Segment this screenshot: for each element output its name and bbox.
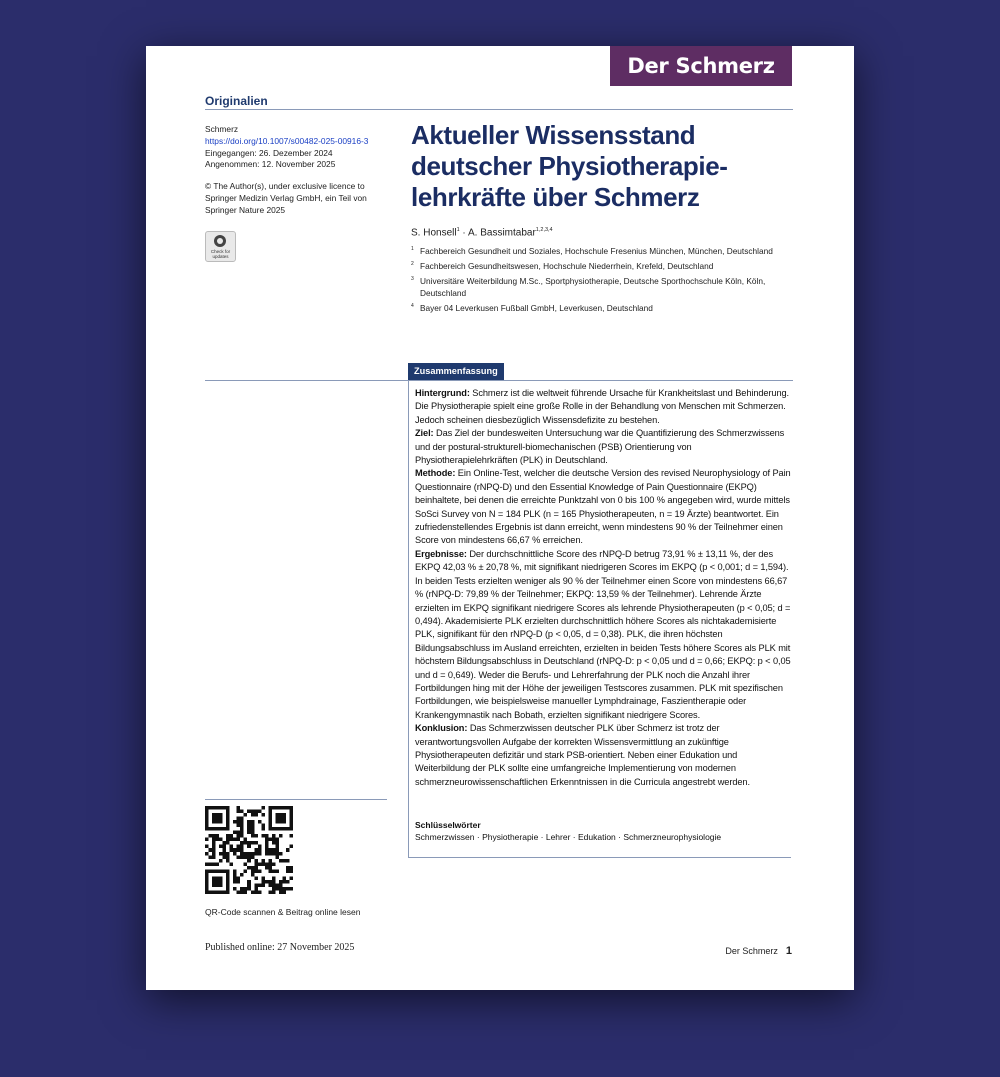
- abstract-conclusion: Das Schmerzwissen deutscher PLK über Schmerz ist trotz der verantwortungsvollen Aufgabe der korrekten Wissensvermittlung an zukünftige Physiotherapeuten defizitär und stark PSB-orientiert. Neben einer Edukation und Weiterbildung der PLK sollte eine umfangreiche Implementierung von modernen schmerzneurowissenschaftlichen Erkenntnissen in die Curricula angestrebt werden.: [415, 723, 750, 787]
- abstract-results: Der durchschnittliche Score des rNPQ-D betrug 73,91 % ± 13,11 %, der des EKPQ 42,03 % ± 20,78 %, mit signifikant niedrigeren Scores im EKPQ (p < 0,001; d = 1,594). In beiden Tests erzielten weniger als 90 % der Teilnehmer einen Score von mindestens 66,67 % (rNPQ-D: 79,89 % der Teilnehmer; EKPQ: 13,59 % der Teilnehmer). Lehrende Ärzte erzielten im EKPQ signifikant niedrigere Scores als lehrende Physiotherapeuten (p < 0,05; d = 0,494). Akademisierte PLK erzielten durchschnittlich höhere Scores als nichtakademisierte PLK, signifikant für den rNPQ-D (p < 0,05, d = 0,38). PLK, die ihren höchsten Bildungsabschluss im Ausland erreichten, erzielten in beiden Tests höhere Scores als PLK mit höchstem Bildungsabschluss in Deutschland (rNPQ-D: p < 0,05 und d = 0,66; EKPQ: p < 0,05 und d = 0,649). Weder die Berufs- und Lehrerfahrung der PLK noch die Anzahl ihrer Fortbildungen hing mit der Höhe der jeweiligen Testscores zusammen. PLK mit spezifischen Fortbildungen, wie beispielsweise manueller Lymphdrainage, Faszientherapie oder Krankengymnastik nach Bobath, erzielten signifikant niedrigere Scores.: [415, 548, 791, 720]
- affiliation-number: 4: [411, 303, 414, 310]
- affiliation-number: 2: [411, 260, 414, 267]
- abstract-heading-tag: Zusammenfassung: [408, 363, 504, 380]
- author-separator: ·: [459, 227, 468, 239]
- affiliation-number: 1: [411, 246, 414, 252]
- accepted-date: Angenommen: 12. November 2025: [205, 159, 336, 170]
- abstract-body: [415, 387, 793, 789]
- updates-icon: [214, 235, 226, 247]
- affiliations: [411, 243, 791, 315]
- author-name[interactable]: S. Honsell: [411, 227, 457, 239]
- check-for-updates-badge[interactable]: [205, 231, 236, 262]
- affiliation-text: Fachbereich Gesundheit und Soziales, Hochschule Fresenius München, München, Deutschland: [420, 245, 773, 256]
- header-divider: [205, 109, 793, 110]
- affiliation-text: Bayer 04 Leverkusen Fußball GmbH, Leverkusen, Deutschland: [420, 303, 653, 314]
- author-name[interactable]: A. Bassimtabar: [467, 227, 536, 239]
- qr-divider: [205, 799, 387, 800]
- affiliation: [411, 258, 791, 273]
- abstract-results-label: Ergebnisse:: [415, 548, 467, 559]
- abstract-background-label: Hintergrund:: [415, 388, 470, 398]
- article-title: Aktueller Wissensstand deutscher Physiotherapie-lehrkräfte über Schmerz: [411, 120, 728, 212]
- author-affiliation-ref: 1,2,3,4: [535, 227, 553, 233]
- qr-code[interactable]: [205, 806, 293, 894]
- abstract-methods: Ein Online-Test, welcher die deutsche Version des revised Neurophysiology of Pain Questionnaire (rNPQ-D) und den Essential Knowledge of Pain Questionnaire (EKPQ) beinhaltete, bei denen die erreichte Punktzahl von 0 bis 100 % angegeben wird, wurde mittels SoSci Survey von N = 184 PLK (n = 165 Physiotherapeuten, n = 19 Ärzte) beantwortet. Ein zufriedenstellendes Ergebnis ist dann erreicht, wenn mindestens 90 % der Teilnehmer einen Score von mindestens 66,67 % erreichen.: [415, 468, 791, 546]
- author-list: [411, 227, 553, 238]
- keywords-heading: Schlüsselwörter: [415, 820, 481, 830]
- affiliation: [411, 300, 791, 315]
- section-label: Originalien: [205, 94, 268, 108]
- qr-caption: QR-Code scannen & Beitrag online lesen: [205, 907, 361, 917]
- footer-journal: Der Schmerz: [725, 946, 778, 956]
- abstract-aim: Das Ziel der bundesweiten Untersuchung war die Quantifizierung des Schmerzwissens und der postural-strukturell-biomechanischen (PSB) Orientierung von Physiotherapielehrkräften (PLK) in Deutschland.: [415, 428, 785, 466]
- abstract-background: Schmerz ist die weltweit führende Ursache für Krankheitslast und Behinderung. Die Physiotherapie spielt eine große Rolle in der Behandlung von Menschen mit Schmerzen. Jedoch scheinen diesbezüglich Wissensdefizite zu bestehen.: [415, 388, 790, 425]
- copyright-notice: © The Author(s), under exclusive licence to Springer Medizin Verlag GmbH, ein Teil von Springer Nature 2025: [205, 181, 367, 215]
- affiliation-number: 3: [411, 275, 414, 282]
- received-date: Eingegangen: 26. Dezember 2024: [205, 147, 333, 158]
- affiliation: [411, 243, 791, 258]
- page-number: 1: [785, 945, 792, 957]
- abstract-conclusion-label: Konklusion:: [415, 723, 468, 734]
- journal-banner: Der Schmerz: [610, 46, 792, 86]
- affiliation: [411, 273, 791, 301]
- journal-name: Schmerz: [205, 124, 239, 134]
- abstract-aim-label: Ziel:: [415, 428, 434, 439]
- page-footer: [725, 945, 792, 957]
- published-online: Published online: 27 November 2025: [205, 942, 355, 953]
- affiliation-text: Universitäre Weiterbildung M.Sc., Sportphysiotherapie, Deutsche Sporthochschule Köln, Köln, Deutschland: [420, 275, 766, 299]
- author-affiliation-ref: 1: [456, 227, 460, 233]
- doi-link[interactable]: https://doi.org/10.1007/s00482-025-00916-3: [205, 135, 369, 146]
- updates-badge-label: Check for updates: [210, 249, 231, 259]
- article-meta: [205, 124, 385, 217]
- keywords-block: [415, 819, 785, 843]
- keywords-list: Schmerzwissen · Physiotherapie · Lehrer · Edukation · Schmerzneurophysiologie: [415, 832, 722, 842]
- affiliation-text: Fachbereich Gesundheitswesen, Hochschule Niederrhein, Krefeld, Deutschland: [420, 260, 714, 271]
- abstract-methods-label: Methode:: [415, 468, 456, 479]
- article-page: [146, 46, 854, 990]
